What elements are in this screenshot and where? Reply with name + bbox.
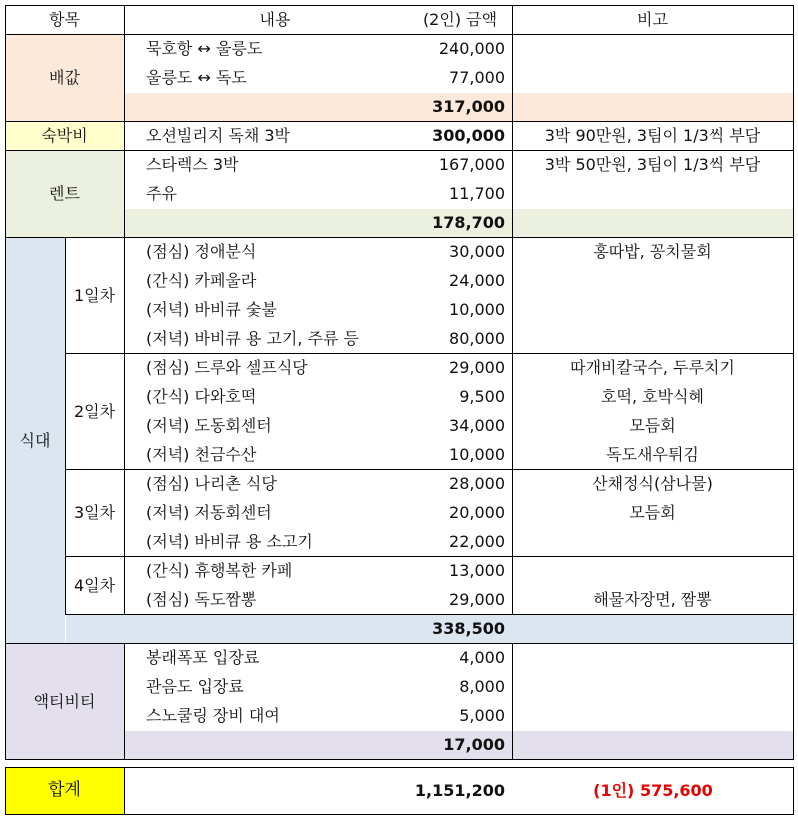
header-amount: (2인) 금액 [422,10,498,29]
food-item-amount: 9,500 [459,387,505,406]
per-person-amount: (1인) 575,600 [593,781,713,800]
rental-subtotal: 178,700 [432,213,505,232]
rental-item-name: 스타렉스 3박 [146,155,239,174]
food-item-amount: 13,000 [449,561,505,580]
ship-subtotal: 317,000 [432,97,505,116]
food-item-amount: 29,000 [449,358,505,377]
table-left-border [5,5,6,760]
food-item-name: (점심) 정애분식 [146,242,257,261]
food-subtotal-top-border [65,614,793,615]
rental-item-name: 주유 [146,184,177,203]
food-item-name: (저녁) 저동회센터 [146,503,272,522]
food-item-name: (점심) 독도짬뽕 [146,590,257,609]
ship-item-name: 묵호항 ↔ 울릉도 [146,39,263,58]
food-day-label: 4일차 [73,575,116,595]
ship-item-amount: 240,000 [438,39,505,58]
food-day-column-border [65,237,66,614]
header-note: 비고 [637,10,668,29]
ship-label: 배값 [49,68,80,87]
food-item-name: (간식) 휴행복한 카페 [146,561,293,580]
food-item-name: (점심) 나리촌 식당 [146,474,277,493]
total-column-border [124,767,125,814]
activity-bottom-border [5,759,793,760]
food-item-amount: 20,000 [449,503,505,522]
table-right-border [793,5,794,760]
food-item-name: (간식) 다와호떡 [146,387,257,406]
total-bottom-border [5,814,793,815]
food-item-amount: 34,000 [449,416,505,435]
food-item-name: (저녁) 도동회센터 [146,416,272,435]
food-note-column-border [512,237,513,614]
total-left-border [5,767,6,815]
food-item-note: 산채정식(삼나물) [592,474,713,493]
rental-label: 렌트 [49,184,80,203]
food-subtotal: 338,500 [432,619,505,638]
note-column-border [512,643,513,759]
food-day-label: 1일차 [73,285,116,305]
food-item-note: 홍따밥, 꽁치물회 [593,242,712,261]
header-content: 내용 [259,10,291,29]
rental-item-amount: 167,000 [438,155,505,174]
food-content-column-border [124,237,125,614]
lodging-label: 숙박비 [41,126,88,145]
content-column-border [124,643,125,759]
food-item-name: (점심) 드루와 셀프식당 [146,358,308,377]
food-item-amount: 28,000 [449,474,505,493]
activity-subtotal: 17,000 [443,735,505,754]
food-item-note: 호떡, 호박식혜 [601,387,704,406]
activity-item-amount: 4,000 [459,648,505,667]
food-item-amount: 22,000 [449,532,505,551]
food-item-note: 해물자장면, 짬뽕 [593,590,712,609]
ship-item-name: 울릉도 ↔ 독도 [146,68,247,87]
rental-item-note: 3박 50만원, 3팀이 1/3씩 부담 [544,155,761,174]
food-day-label: 2일차 [73,401,116,421]
food-item-name: (간식) 카페울라 [146,271,257,290]
food-item-amount: 10,000 [449,445,505,464]
lodging-item-amount: 300,000 [432,126,505,145]
food-item-name: (저녁) 바비큐 용 소고기 [146,532,313,551]
food-day-label: 3일차 [73,503,116,522]
header-item: 항목 [49,10,80,29]
food-item-name: (저녁) 바비큐 숯불 [146,300,277,319]
food-item-note: 독도새우튀김 [606,445,699,464]
food-item-amount: 80,000 [449,329,505,348]
food-item-note: 따개비칼국수, 두루치기 [570,358,735,377]
activity-item-name: 관음도 입장료 [146,677,244,696]
food-item-note: 모듬회 [629,503,676,522]
food-item-name: (저녁) 바비큐 용 고기, 주류 등 [146,329,360,348]
food-item-amount: 29,000 [449,590,505,609]
ship-item-amount: 77,000 [449,68,505,87]
food-item-amount: 30,000 [449,242,505,261]
food-item-name: (저녁) 천금수산 [146,445,257,464]
activity-item-name: 봉래폭포 입장료 [146,648,260,667]
total-label: 합계 [48,780,81,800]
lodging-item-name: 오션빌리지 독채 3박 [146,126,290,145]
total-right-border [793,767,794,815]
note-column-border [512,5,513,237]
food-item-amount: 24,000 [449,271,505,290]
food-item-amount: 10,000 [449,300,505,319]
food-label: 식대 [19,430,51,450]
activity-item-amount: 5,000 [459,706,505,725]
lodging-item-note: 3박 90만원, 3팀이 1/3씩 부담 [544,126,761,145]
rental-item-amount: 11,700 [449,184,505,203]
activity-item-amount: 8,000 [459,677,505,696]
food-subtotal-fill [66,615,793,643]
content-column-border [124,5,125,237]
activity-label: 액티비티 [33,691,96,711]
food-item-note: 모듬회 [629,416,676,435]
total-amount: 1,151,200 [414,781,505,800]
activity-item-name: 스노쿨링 장비 대여 [146,706,280,725]
